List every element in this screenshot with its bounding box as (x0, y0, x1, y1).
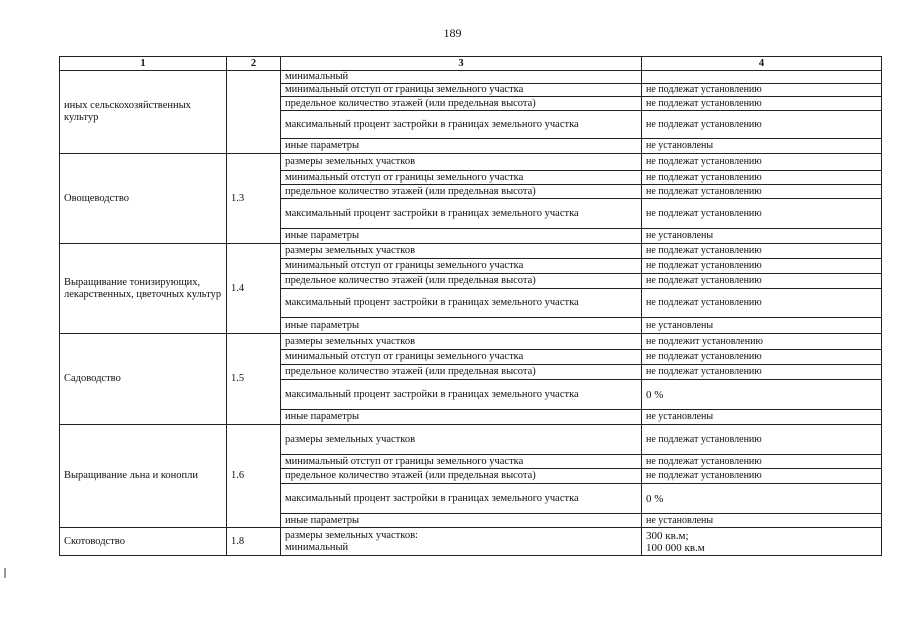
parameter-value: не подлежат установлению (642, 469, 882, 484)
parameter-name: размеры земельных участков: минимальный (281, 528, 642, 556)
parameter-name: максимальный процент застройки в границах земельного участка (281, 484, 642, 514)
parameter-value: не подлежат установлению (642, 185, 882, 199)
parameter-value: не подлежат установлению (642, 111, 882, 139)
parameter-value: не установлены (642, 410, 882, 425)
parameter-value: не установлены (642, 514, 882, 528)
land-use-code (227, 71, 281, 154)
header-col-1: 1 (60, 57, 227, 71)
scan-artifact (4, 568, 6, 578)
parameter-name: иные параметры (281, 318, 642, 334)
parameter-value: 0 % (642, 484, 882, 514)
parameter-value: не подлежат установлению (642, 199, 882, 229)
land-use-regulations-table (59, 56, 882, 556)
parameter-name: размеры земельных участков (281, 244, 642, 259)
parameter-value: не подлежат установлению (642, 171, 882, 185)
parameter-name: иные параметры (281, 139, 642, 154)
land-use-name: Выращивание тонизирующих, лекарственных, цветочных культур (60, 244, 227, 334)
parameter-name: минимальный отступ от границы земельного участка (281, 259, 642, 274)
table-row (60, 334, 882, 350)
parameter-name: предельное количество этажей (или предельная высота) (281, 97, 642, 111)
parameter-name: минимальный отступ от границы земельного участка (281, 350, 642, 365)
parameter-value: не подлежат установлению (642, 289, 882, 318)
parameter-value: не установлены (642, 318, 882, 334)
parameter-name: размеры земельных участков (281, 154, 642, 171)
parameter-name: максимальный процент застройки в границах земельного участка (281, 199, 642, 229)
land-use-name: Овощеводство (60, 154, 227, 244)
parameter-name: минимальный отступ от границы земельного участка (281, 455, 642, 469)
parameter-value: 0 % (642, 380, 882, 410)
parameter-value: не подлежат установлению (642, 154, 882, 171)
land-use-name: иных сельскохозяйственных культур (60, 71, 227, 154)
parameter-name: максимальный процент застройки в границах земельного участка (281, 380, 642, 410)
land-use-name: Скотоводство (60, 528, 227, 556)
land-use-name: Выращивание льна и конопли (60, 425, 227, 528)
parameter-value: не подлежат установлению (642, 244, 882, 259)
page-number: 189 (443, 26, 462, 40)
parameter-value: не подлежат установлению (642, 425, 882, 455)
parameter-name: иные параметры (281, 410, 642, 425)
parameter-value: 300 кв.м; 100 000 кв.м (642, 528, 882, 556)
parameter-name: минимальный отступ от границы земельного участка (281, 171, 642, 185)
parameter-name: минимальный (281, 71, 642, 84)
parameter-name: минимальный отступ от границы земельного участка (281, 84, 642, 97)
table-row (60, 154, 882, 171)
land-use-code: 1.6 (227, 425, 281, 528)
parameter-name: максимальный процент застройки в границах земельного участка (281, 289, 642, 318)
table-body (60, 71, 882, 556)
parameter-value: не подлежат установлению (642, 365, 882, 380)
parameter-value (642, 71, 882, 84)
header-col-2: 2 (227, 57, 281, 71)
parameter-name: предельное количество этажей (или предельная высота) (281, 469, 642, 484)
parameter-name: максимальный процент застройки в границах земельного участка (281, 111, 642, 139)
parameter-name: иные параметры (281, 229, 642, 244)
parameter-value: не установлены (642, 229, 882, 244)
parameter-value: не подлежит установлению (642, 334, 882, 350)
table-row (60, 244, 882, 259)
table-row (60, 71, 882, 84)
parameter-value: не подлежат установлению (642, 259, 882, 274)
land-use-code: 1.4 (227, 244, 281, 334)
parameter-value: не подлежат установлению (642, 455, 882, 469)
parameter-name: размеры земельных участков (281, 334, 642, 350)
land-use-name: Садоводство (60, 334, 227, 425)
parameter-name: предельное количество этажей (или предельная высота) (281, 365, 642, 380)
parameter-value: не подлежат установлению (642, 350, 882, 365)
parameter-value: не подлежат установлению (642, 84, 882, 97)
parameter-name: предельное количество этажей (или предельная высота) (281, 274, 642, 289)
land-use-code: 1.8 (227, 528, 281, 556)
parameter-name: иные параметры (281, 514, 642, 528)
table-header-row (60, 57, 882, 71)
table-row (60, 425, 882, 455)
parameter-value: не подлежат установлению (642, 97, 882, 111)
parameter-name: размеры земельных участков (281, 425, 642, 455)
header-col-3: 3 (281, 57, 642, 71)
land-use-code: 1.3 (227, 154, 281, 244)
parameter-value: не установлены (642, 139, 882, 154)
header-col-4: 4 (642, 57, 882, 71)
parameter-value: не подлежат установлению (642, 274, 882, 289)
parameter-name: предельное количество этажей (или предельная высота) (281, 185, 642, 199)
land-use-code: 1.5 (227, 334, 281, 425)
table-row (60, 528, 882, 556)
